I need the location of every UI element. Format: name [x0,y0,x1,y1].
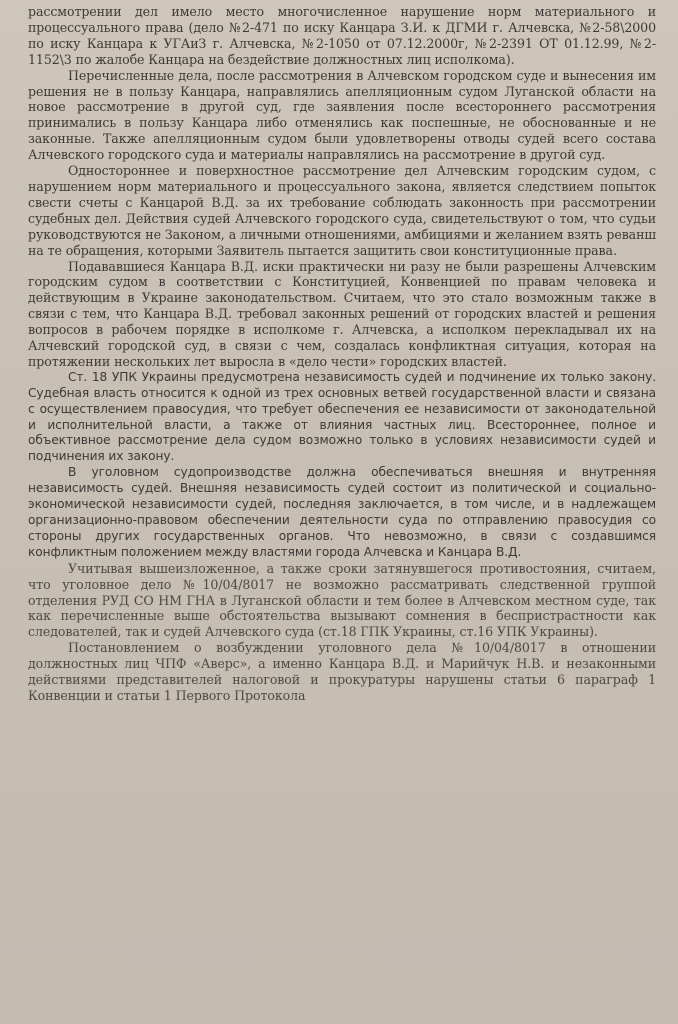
paragraph-3: Одностороннее и поверхностное рассмотрение дел Алчевским городским судом, с нарушением норм материального и процессуального закона, является следствием попыток свести счеты с Канцарой В.Д. за их требование соблюдать законность при рассмотрении судебных дел. Действия судей Алчевского городского суда, свидетельствуют о том, что судьи руководствуются не Законом, а личными отношениями, амбициями и желанием взять реванш на те обращения, которыми Заявитель пытается защитить свои конституционные права. [28,163,656,258]
document-body [28,4,656,704]
paragraph-2: Перечисленные дела, после рассмотрения в Алчевском городском суде и вынесения им решения не в пользу Канцара, направлялись апелляционным судом Луганской области на новое рассмотрение в другой суд, где заявления после всестороннего рассмотрения принимались в пользу Канцара либо отменялись как поспешные, не обоснованные и не законные. Также апелляционным судом были удовлетворены отводы судей всего состава Алчевского городского суда и материалы направлялись на рассмотрение в другой суд. [28,67,656,163]
paragraph-6: В уголовном судопроизводстве должна обеспечиваться внешняя и внутренняя независимость судей. Внешняя независимость судей состоит из политической и социально-экономической независимости судей, последняя заключается, в том числе, и в надлежащем организационно-правовом обеспечении деятельности суда по отправлению правосудия со стороны других государственных органов. Что невозможно, в связи с создавшимся конфликтным положением между властями города Алчевска и Канцара В.Д. [28,465,656,559]
paragraph-4: Подававшиеся Канцара В.Д. иски практически ни разу не были разрешены Алчевским городским судом в соответствии с Конституцией, Конвенцией по правам человека и действующим в Украине законодательством. Считаем, что это стало возможным также в связи с тем, что Канцара В.Д. требовал законных решений от городских властей и решения вопросов в рабочем порядке в исполкоме г. Алчевска, а исполком перекладывал их на Алчевский городской суд, в связи с чем, создалась конфликтная ситуация, которая на протяжении нескольких лет выросла в «дело чести» городских властей. [28,258,656,369]
paragraph-8: Постановлением о возбуждении уголовного дела №10/04/8017 в отношении должностных лиц ЧПФ «Аверс», а именно Канцара В.Д. и Марийчук Н.В. и незаконными действиями представителей налоговой и прокуратуры нарушены статьи 6 параграф 1 Конвенции и статьи 1 Первого Протокола [28,640,656,703]
paragraph-1: рассмотрении дел имело место многочисленное нарушение норм материального и процессуального права (дело №2-471 по иску Канцара З.И. к ДГМИ г. Алчевска, №2-58\2000 по иску Канцара к УГАиЗ г. Алчевска, №2-1050 от 07.12.2000г, №2-2391 ОТ 01.12.99, №2-1152\3 по жалобе Канцара на бездействие должностных лиц исполкома). [28,4,656,67]
paragraph-7: Учитывая вышеизложенное, а также сроки затянувшегося противостояния, считаем, что уголовное дело №10/04/8017 не возможно рассматривать следственной группой отделения РУД СО НМ ГНА в Луганской области и тем более в Алчевском местном суде, так как перечисленные выше обстоятельства вызывают сомнения в беспристрастности как следователей, так и судей Алчевского суда (ст.18 ГПК Украины, ст.16 УПК Украины). [28,560,656,640]
paragraph-5: Ст. 18 УПК Украины предусмотрена независимость судей и подчинение их только закону. Судебная власть относится к одной из трех основных ветвей государственной власти и связана с осуществлением правосудия, что требует обеспечения ее независимости от законодательной и исполнительной власти, а также от влияния частных лиц. Всестороннее, полное и объективное рассмотрение дела судом возможно только в условиях независимости судей и подчинения их закону. [28,369,656,464]
